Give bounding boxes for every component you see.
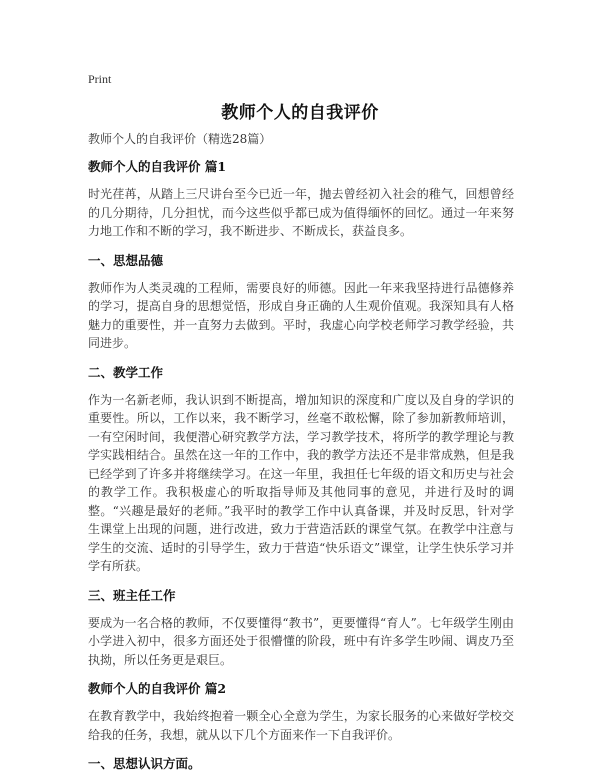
article-body: [88, 130, 514, 782]
paragraph-teaching: 作为一名新老师，我认识到不断提高，增加知识的深度和广度以及自身的学识的重要性。所以，工作以来，我不断学习，丝毫不敢松懈，除了参加新教师培训，一有空闲时间，我便潜心研究教学方法，学习教学技术，将所学的教学理论与教学实践相结合。虽然在这一年的工作中，我的教学方法还不是非常成熟，但是我已经学到了许多并将继续学习。在这一年里，我担任七年级的语文和历史与社会的教学工作。我积极虚心的听取指导师及其他同事的意见，并进行及时的调整。“兴趣是最好的老师。”我平时的教学工作中认真备课，并及时反思，针对学生课堂上出现的问题，进行改进，致力于营造活跃的课堂气氛。在教学中注意与学生的交流、适时的引导学生，致力于营造“快乐语文”课堂，让学生快乐学习并学有所获。: [88, 392, 514, 573]
article-subtitle: 教师个人的自我评价（精选28篇）: [88, 132, 272, 146]
section-heading-moral: 一、思想品德: [88, 252, 164, 268]
print-link[interactable]: Print: [88, 72, 112, 86]
paragraph-class-teacher: 要成为一名合格的教师，不仅要懂得“教书”，更要懂得“育人”。七年级学生刚由小学进入初中，很多方面还处于很懵懂的阶段，班中有许多学生吵闹、调皮乃至执拗，所以任务更是艰巨。: [88, 615, 514, 667]
section-heading-part-1: 教师个人的自我评价 篇1: [88, 159, 227, 174]
section-heading-class-teacher: 三、班主任工作: [88, 587, 176, 603]
paragraph-moral: 教师作为人类灵魂的工程师，需要良好的师德。因此一年来我坚持进行品德修养的学习，提高自身的思想觉悟，形成自身正确的人生观价值观。我深知具有人格魅力的重要性，并一直努力去做到。平时，我虚心向学校老师学习教学经验，共同进步。: [88, 280, 514, 350]
section-heading-part-2: 教师个人的自我评价 篇2: [88, 681, 227, 696]
paragraph-part-2-intro: 在教育教学中，我始终抱着一颗全心全意为学生，为家长服务的心来做好学校交给我的任务，我想，就从以下几个方面来作一下自我评价。: [88, 709, 514, 742]
page-title: 教师个人的自我评价: [221, 103, 379, 123]
section-heading-teaching: 二、教学工作: [88, 364, 164, 380]
section-heading-thought: 一、思想认识方面。: [88, 756, 201, 771]
paragraph-intro: 时光荏苒，从踏上三尺讲台至今已近一年，抛去曾经初入社会的稚气，回想曾经的几分期待，几分担忧，而今这些似乎都已成为值得缅怀的回忆。通过一年来努力地工作和不断的学习，我不断进步、不断成长，获益良多。: [88, 187, 514, 238]
